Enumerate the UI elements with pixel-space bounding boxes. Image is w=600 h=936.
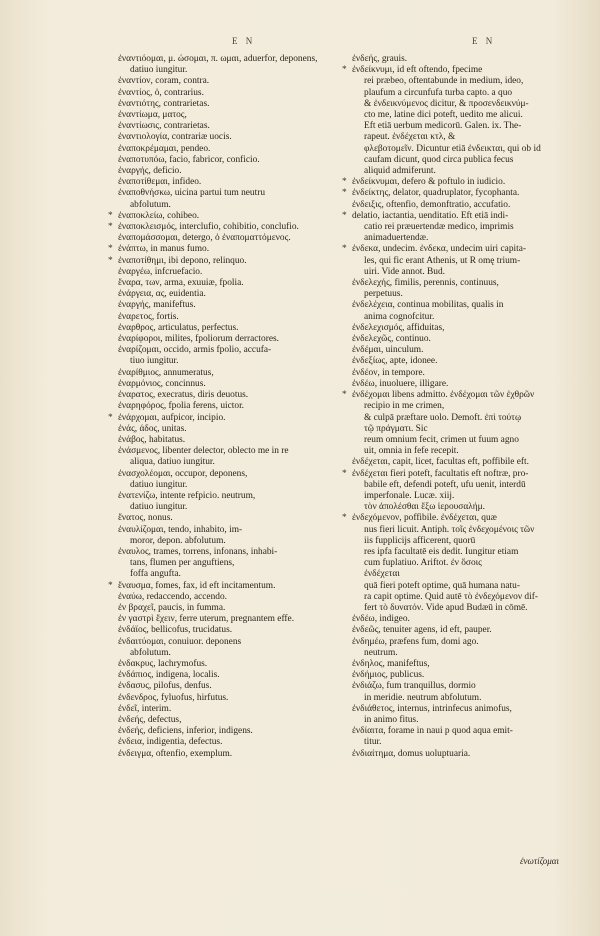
dictionary-entry-line: ἐναντιότης, contrarietas.	[118, 98, 210, 109]
dictionary-entry-line: ἐναρηφόρος, fpolia ferens, uictor.	[118, 401, 245, 412]
dictionary-entry-line: ἐνδημέω, præfens fum, domi ago.	[352, 636, 479, 647]
dictionary-entry-line: * ἐνδεκα, undecim. ἐνδεκα, undecim uiri capita-	[352, 244, 582, 255]
dictionary-entry-line: ἐνδέω, indigeo.	[352, 614, 410, 625]
dictionary-entry-line: ἐναντιόομαι, μ. ώσομαι, π. ωμαι, aduerfor, deponens,	[118, 54, 318, 64]
dictionary-entry-line: ἐναπομάσσομαι, detergo, ὁ ἐναποματτόμενος.	[118, 233, 291, 244]
dictionary-entry-line: imperfonale. Lucæ. xiij.	[364, 490, 455, 501]
dictionary-entry-line: * ἐνδέχεται fieri poteft, facultatis eft noftræ, pro-	[352, 469, 582, 480]
left-column	[118, 54, 373, 760]
dictionary-entry-line: ἐναντιολογία, contrariæ uocis.	[118, 132, 232, 143]
dictionary-entry-line: ἐνάβος, habitatus.	[118, 434, 186, 445]
dictionary-entry-line: rei præbeo, oftentabunde in medium, ideo,	[364, 76, 524, 87]
dictionary-entry-line: * delatio, iactantia, uenditatio. Eft etiā indi-	[352, 211, 582, 222]
dictionary-entry-line: ἐναντίωσις, contrarietas.	[118, 121, 210, 132]
dictionary-entry-line: τῷ πράγματι. Sic	[364, 423, 428, 434]
dictionary-entry-line: ἐναρμόνιος, concinnus.	[118, 378, 206, 389]
dictionary-entry-line: in meridie. neutrum abfolutum.	[364, 692, 482, 703]
dictionary-entry-line: abfolutum.	[130, 199, 171, 210]
dictionary-entry-line: ἐναντίον, coram, contra.	[118, 76, 210, 87]
dictionary-entry-line: ἐνδάπιος, indigena, localis.	[118, 670, 220, 681]
dictionary-entry-line: neutrum.	[364, 647, 398, 658]
dictionary-entry-line: ἐναρατος, execratus, diris deuotus.	[118, 390, 249, 401]
dictionary-entry-line: ἐνδεῶς, tenuiter agens, id eft, pauper.	[352, 625, 492, 636]
dictionary-entry-line: ἐναυλίζομαι, tendo, inhabito, im-	[118, 524, 243, 535]
dictionary-entry-line: τὸν ἀπολέσθαι ἔξω ἱερουσαλήμ.	[364, 502, 485, 513]
dictionary-entry-line: ἐν βραχεῖ, paucis, in fumma.	[118, 602, 226, 613]
dictionary-entry-line: ἐνδέμαι, uinculum.	[352, 345, 424, 356]
dictionary-entry-line: ἐν γαστρὶ ἔχειν, ferre uterum, pregnantem effe.	[118, 614, 295, 625]
dictionary-entry-line: ἐνδελεχῶς, continuo.	[352, 334, 431, 345]
dictionary-entry-line: ἐνδελεχής, fimilis, perennis, continuus,	[352, 278, 499, 289]
dictionary-entry-line: cto me, latine dici poteft, uedito me alicui.	[364, 110, 523, 121]
dictionary-entry-line: les, qui fic erant Athenis, ut R omę trium-	[364, 255, 521, 266]
dictionary-entry-line: ἐνδέχεται, capit, licet, facultas eft, poffibile eft.	[352, 457, 530, 468]
dictionary-entry-line: babile eft, defendi poteft, ufu uenit, interdū	[364, 479, 526, 490]
dictionary-entry-line: uiri. Vide annot. Bud.	[364, 266, 446, 277]
dictionary-entry-line: ἐνδελέχεια, continua mobilitas, qualis in	[352, 300, 504, 311]
dictionary-entry-line: ἐναποθνήσκω, uicina partui tum neutru	[118, 188, 266, 199]
dictionary-entry-line: catio rei præuertendæ medico, imprimis	[364, 222, 514, 233]
dictionary-entry-line: ἐνδεής, deficiens, inferior, indigens.	[118, 726, 253, 737]
dictionary-entry-line: anima cognofcitur.	[364, 311, 435, 322]
dictionary-entry-line: ἐνδήμιος, publicus.	[352, 670, 425, 681]
dictionary-entry-line: ἐνδεῖ, interim.	[118, 703, 172, 714]
dictionary-entry-line: & ἐνδεικνύμενος dicitur, & προσενδεικνύμ-	[364, 98, 529, 109]
dictionary-entry-line: tiuo iungitur.	[130, 356, 179, 367]
dictionary-entry-line: ἐναυλος, trames, torrens, infonans, inhabi-	[118, 546, 278, 557]
dictionary-entry-line: ra capit optime. Quid autē τὸ ἐνδεχόμενον dif-	[364, 591, 538, 602]
dictionary-entry-line: * ἐνάπτω, in manus fumo.	[118, 244, 373, 255]
dictionary-entry-line: ἐναρίζομαι, occido, armis fpolio, accufa-	[118, 345, 272, 356]
dictionary-entry-line: ἐναποκρέμαμαι, pendeo.	[118, 143, 211, 154]
dictionary-entry-line: iis fupplicijs afficerent, quorū	[364, 535, 476, 546]
dictionary-entry-line: ἐναποτίθεμαι, infideo.	[118, 177, 202, 188]
header-left-letters: E N	[232, 36, 256, 46]
dictionary-entry-line: ἐναρίφοροι, milites, fpoliorum derractores.	[118, 334, 279, 345]
dictionary-entry-line: ἐνδιάθετος, internus, intrinfecus animofus,	[352, 703, 512, 714]
dictionary-entry-line: foffa angufta.	[130, 569, 181, 580]
right-column	[352, 54, 582, 760]
dictionary-entry-line: * ἐναποτίθημι, ibi depono, relinquo.	[118, 256, 373, 267]
dictionary-entry-line: ἐνάργεια, ας, euidentia.	[118, 289, 206, 300]
dictionary-entry-line: fert τὸ δυνατόν. Vide apud Budæū in cōmē.	[364, 602, 528, 613]
dictionary-entry-line: ἐνδέω, inuoluere, illigare.	[352, 378, 449, 389]
dictionary-entry-line: * ἔναυσμα, fomes, fax, id eft incitamentum.	[118, 581, 373, 592]
dictionary-entry-line: caufam dicunt, quod circa publica fecus	[364, 154, 514, 165]
dictionary-entry-line: aliqua, datiuo iungitur.	[130, 457, 215, 468]
dictionary-entry-line: ἐνδηλος, manifeftus,	[352, 658, 430, 669]
dictionary-entry-line: ἐνδαιτύομαι, conuiuor. deponens	[118, 636, 242, 647]
dictionary-entry-line: ἐναργής, deficio.	[118, 166, 182, 177]
dictionary-entry-line: * ἐναποκλείω, cohibeo.	[118, 211, 373, 222]
dictionary-entry-line: ἐνδίαιτα, forame in naui p quod aqua emit-	[352, 726, 513, 737]
dictionary-entry-line: ἐνδεής, grauis.	[352, 54, 408, 64]
dictionary-entry-line: * ἐνδείκτης, delator, quadruplator, fycophanta.	[352, 188, 582, 199]
dictionary-entry-line: ἐνδασυς, pilofus, denfus.	[118, 681, 212, 692]
dictionary-entry-line: ἐνδέχεται	[364, 569, 400, 580]
dictionary-entry-line: ἐναντίωμα, ματος,	[118, 110, 187, 121]
dictionary-entry-line: ἐναρετος, fortis.	[118, 311, 179, 322]
dictionary-entry-line: cum fuplatiuo. Ariftot. ἐν ὅσοις	[364, 558, 482, 569]
dictionary-entry-line: * ἐναποκλεισμός, interclufio, cohibitio, conclufio.	[118, 222, 373, 233]
dictionary-entry-line: ἐναργέω, infcruefacio.	[118, 266, 203, 277]
dictionary-entry-line: titur.	[364, 737, 382, 748]
dictionary-entry-line: datiuo iungitur.	[130, 65, 188, 76]
dictionary-entry-line: reum omnium fecit, crimen ut fuum agno	[364, 434, 519, 445]
dictionary-entry-line: ἐναργής, manifeftus.	[118, 300, 196, 311]
dictionary-entry-line: datiuo iungitur.	[130, 502, 188, 513]
dictionary-entry-line: recipio in me crimen,	[364, 401, 445, 412]
dictionary-entry-line: ἐνασχολέομαι, occupor, deponens,	[118, 468, 248, 479]
dictionary-entry-line: Eft etiā uerbum medicorū. Galen. ix. The-	[364, 121, 522, 132]
dictionary-entry-line: ἐνδεια, indigentia, defectus.	[118, 737, 223, 748]
dictionary-entry-line: aliquid admiferunt.	[364, 166, 436, 177]
header-right-letters: E N	[472, 36, 496, 46]
dictionary-entry-line: plaufum a circunfufa turba capto. a quo	[364, 87, 513, 98]
page-header	[0, 36, 600, 50]
dictionary-entry-line: ἐνδιαίτημα, domus uoluptuaria.	[352, 748, 471, 759]
dictionary-entry-line: ἐνδενδρος, fyluofus, hirfutus.	[118, 692, 229, 703]
dictionary-entry-line: * ἐνάρχομαι, aufpicor, incipio.	[118, 413, 373, 424]
dictionary-entry-line: res ipfa facultatē eis dedit. Iungitur etiam	[364, 546, 519, 557]
dictionary-entry-line: ἐναύω, redaccendo, accendo.	[118, 591, 228, 602]
dictionary-entry-line: uit, omnia in fefe recepit.	[364, 446, 459, 457]
dictionary-entry-line: ἐναρίθμιος, annumeratus,	[118, 367, 214, 378]
dictionary-entry-line: datiuo iungitur.	[130, 479, 188, 490]
dictionary-entry-line: * ἐνδείκνυμαι, defero & poftulo in iudicio.	[352, 177, 582, 188]
dictionary-entry-line: tans, flumen per anguftiens,	[130, 558, 235, 569]
dictionary-entry-line: abfolutum.	[130, 647, 171, 658]
dictionary-entry-line: animaduertendæ.	[364, 233, 429, 244]
dictionary-entry-line: moror, depon. abfolutum.	[130, 535, 226, 546]
dictionary-entry-line: quā fieri poteft optime, quā humana natu-	[364, 580, 520, 591]
dictionary-entry-line: * ἐνδείκνυμι, id eft oftendo, fpecime	[352, 65, 582, 76]
dictionary-entry-line: nus fieri licuit. Antiph. τοῖς ἐνδεχομένοις τῶν	[364, 524, 535, 535]
dictionary-entry-line: ἐνδελεχισμός, affiduitas,	[352, 322, 445, 333]
dictionary-entry-line: ἐναρθρος, articulatus, perfectus.	[118, 322, 239, 333]
dictionary-entry-line: ἐνδακρυς, lachrymofus.	[118, 658, 208, 669]
catchword: ἐνωτίζομαι	[520, 856, 559, 866]
dictionary-entry-line: ἐνάσμενος, libenter delector, oblecto me in re	[118, 446, 289, 457]
dictionary-entry-line: ἐνδειξις, oftenfio, demonftratio, accufatio.	[352, 199, 511, 210]
dictionary-entry-line: & culpā præftare uolo. Demoft. ἐπὶ τούτῳ	[364, 412, 522, 423]
dictionary-entry-line: ἐνδειγμα, oftenfio, exemplum.	[118, 748, 233, 759]
dictionary-entry-line: ἐνδεξίως, apte, idonee.	[352, 356, 438, 367]
dictionary-entry-line: ἔναρα, των, arma, exuuiæ, fpolia.	[118, 278, 244, 289]
dictionary-entry-line: ἔνατος, nonus.	[118, 513, 173, 524]
dictionary-entry-line: ἐνδάϊος, bellicofus, trucidatus.	[118, 625, 233, 636]
dictionary-entry-line: φλεβοτομεῖν. Dicuntur etiā ἐνδεικται, qui ob id	[364, 143, 541, 154]
dictionary-entry-line: * ἐνδεχόμενον, poffibile. ἐνδέχεται, quæ	[352, 513, 582, 524]
dictionary-entry-line: ἐνδιάζω, fum tranquillus, dormio	[352, 681, 476, 692]
dictionary-entry-line: ἐναντίος, ὁ, contrarius.	[118, 87, 204, 98]
dictionary-entry-line: ἐνάς, άδος, unitas.	[118, 423, 187, 434]
dictionary-entry-line: ἐνδέον, in tempore.	[352, 367, 425, 378]
dictionary-entry-line: in animo fitus.	[364, 714, 419, 725]
dictionary-entry-line: perpetuus.	[364, 289, 403, 300]
dictionary-entry-line: rapeut. ἐνδέχεται κτλ, &	[364, 132, 456, 143]
dictionary-entry-line: ἐνδεής, defectus,	[118, 714, 182, 725]
dictionary-entry-line: ἐνατενίζω, intente refpicio. neutrum,	[118, 490, 256, 501]
dictionary-entry-line: ἐναποτυπόω, facio, fabricor, conficio.	[118, 154, 260, 165]
dictionary-entry-line: * ἐνδέχομαι libens admitto. ἐνδέχομαι τῶν ἐχθρῶν	[352, 390, 582, 401]
